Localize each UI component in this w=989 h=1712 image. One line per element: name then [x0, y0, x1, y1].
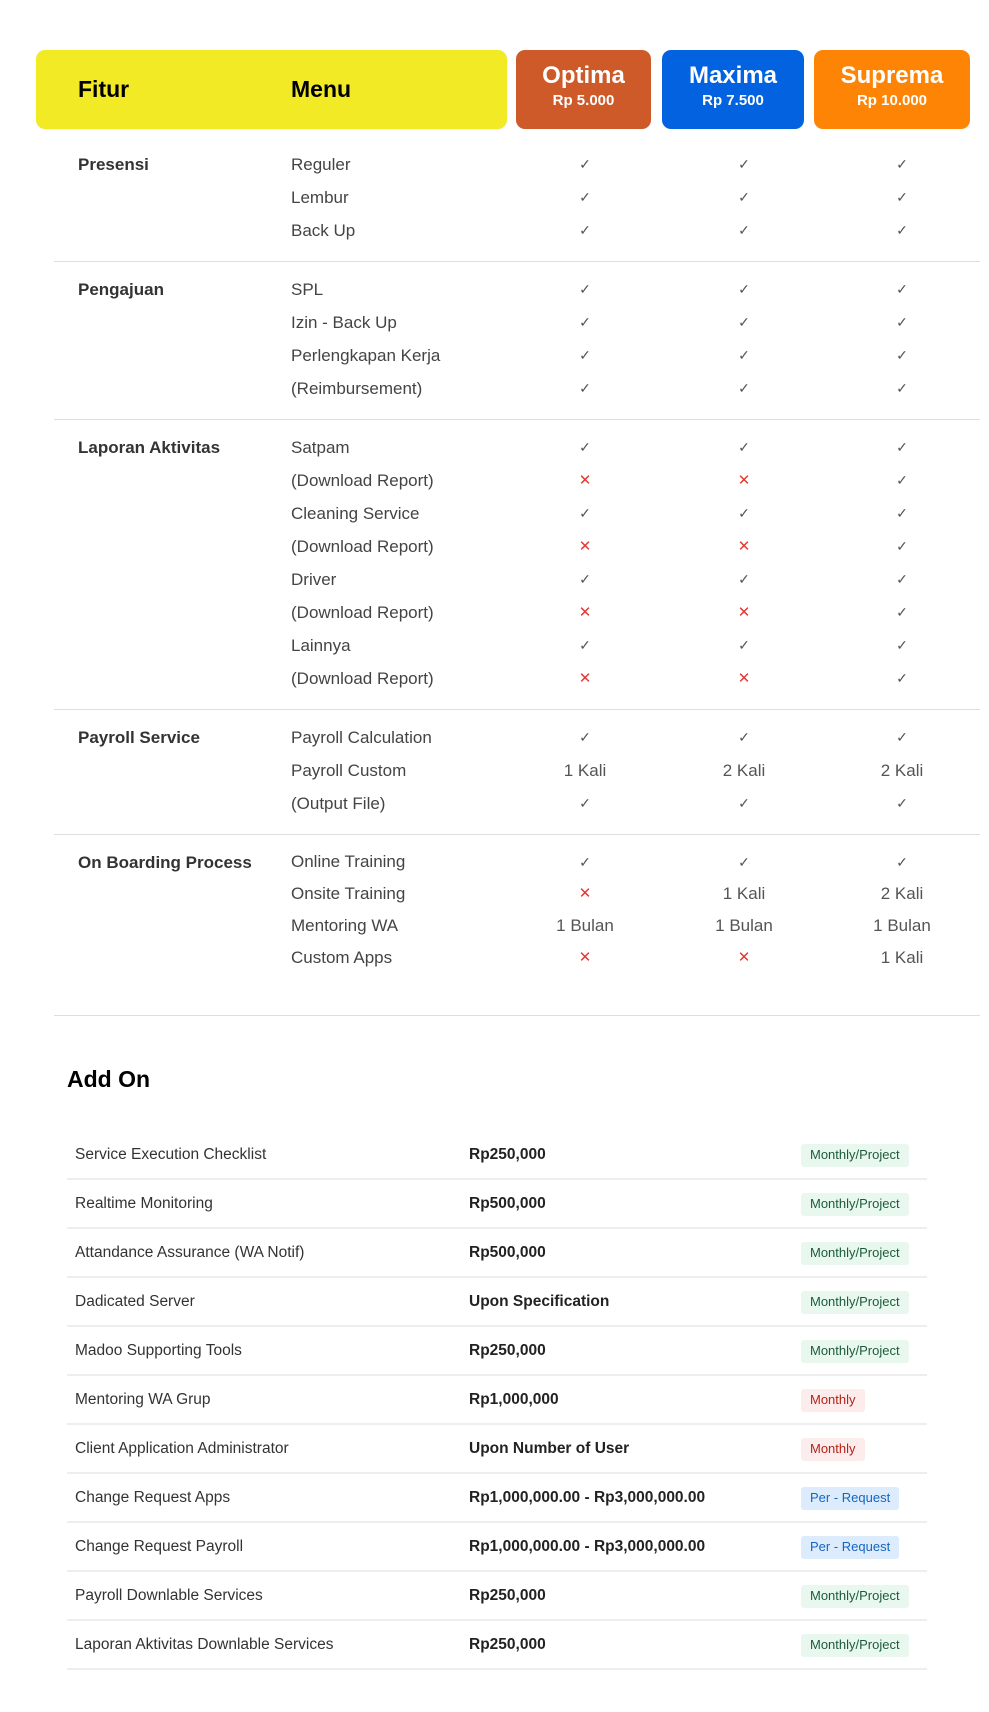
plan-value: 1 Bulan	[556, 916, 614, 935]
check-icon: ✓	[579, 314, 591, 330]
billing-badge: Monthly/Project	[801, 1634, 909, 1657]
addon-price: Rp250,000	[469, 1636, 546, 1653]
billing-badge: Per - Request	[801, 1536, 899, 1559]
feature-row	[54, 273, 980, 306]
plan-name: Maxima	[688, 62, 778, 89]
cross-icon: ✕	[737, 472, 751, 489]
cross-icon: ✕	[578, 949, 592, 966]
feature-row	[54, 942, 980, 974]
feature-row	[54, 372, 980, 405]
menu-item: Lembur	[291, 188, 349, 207]
check-icon: ✓	[896, 729, 908, 745]
cross-icon: ✕	[578, 885, 592, 902]
menu-item: Reguler	[291, 155, 351, 174]
plan-price: Rp 7.500	[702, 92, 764, 109]
plan-suprema-header	[814, 50, 970, 129]
addon-name: Payroll Downlable Services	[75, 1587, 263, 1604]
plan-value: 1 Kali	[880, 948, 924, 967]
menu-item: Mentoring WA	[291, 916, 399, 935]
check-icon: ✓	[738, 439, 750, 455]
menu-heading: Menu	[291, 76, 352, 102]
check-icon: ✓	[896, 314, 908, 330]
addon-row	[67, 1474, 927, 1523]
check-icon: ✓	[579, 795, 591, 811]
addon-name: Dadicated Server	[75, 1293, 195, 1310]
billing-badge: Per - Request	[801, 1487, 899, 1510]
section-title: Payroll Service	[78, 728, 200, 747]
addon-price: Rp500,000	[469, 1244, 546, 1261]
menu-item: (Output File)	[291, 794, 386, 813]
check-icon: ✓	[738, 189, 750, 205]
addon-row	[67, 1278, 927, 1327]
addon-row	[67, 1425, 927, 1474]
cross-icon: ✕	[578, 604, 592, 621]
check-icon: ✓	[579, 156, 591, 172]
addon-row	[67, 1327, 927, 1376]
check-icon: ✓	[738, 795, 750, 811]
menu-item: (Download Report)	[291, 669, 434, 688]
check-icon: ✓	[738, 222, 750, 238]
cross-icon: ✕	[737, 670, 751, 687]
check-icon: ✓	[738, 571, 750, 587]
check-icon: ✓	[896, 281, 908, 297]
billing-badge: Monthly/Project	[801, 1291, 909, 1314]
check-icon: ✓	[738, 314, 750, 330]
billing-badge: Monthly/Project	[801, 1144, 909, 1167]
plan-name: Suprema	[840, 62, 944, 89]
check-icon: ✓	[738, 637, 750, 653]
check-icon: ✓	[896, 604, 908, 620]
check-icon: ✓	[579, 347, 591, 363]
feature-row	[54, 662, 980, 695]
menu-item: (Download Report)	[291, 537, 434, 556]
feature-row	[54, 846, 980, 878]
addon-table	[67, 1131, 927, 1670]
feature-section	[54, 129, 980, 262]
billing-badge: Monthly	[801, 1438, 865, 1461]
section-title: Laporan Aktivitas	[78, 438, 221, 457]
check-icon: ✓	[579, 189, 591, 205]
feature-section	[54, 262, 980, 420]
menu-item: Onsite Training	[291, 884, 406, 903]
plan-value: 1 Kali	[722, 884, 766, 903]
addon-name: Laporan Aktivitas Downlable Services	[75, 1636, 334, 1653]
fitur-heading: Fitur	[78, 76, 130, 102]
check-icon: ✓	[579, 854, 591, 870]
menu-item: Custom Apps	[291, 948, 393, 967]
section-title: Presensi	[78, 155, 149, 174]
plan-price: Rp 5.000	[552, 92, 615, 109]
feature-section	[54, 835, 980, 1016]
addon-price: Rp250,000	[469, 1587, 546, 1604]
feature-section	[54, 710, 980, 835]
check-icon: ✓	[738, 854, 750, 870]
addon-name: Mentoring WA Grup	[75, 1391, 211, 1408]
check-icon: ✓	[579, 505, 591, 521]
plan-value: 1 Kali	[563, 761, 607, 780]
check-icon: ✓	[896, 854, 908, 870]
menu-item: (Download Report)	[291, 471, 434, 490]
check-icon: ✓	[896, 222, 908, 238]
billing-badge: Monthly	[801, 1389, 865, 1412]
menu-item: (Reimbursement)	[291, 379, 423, 398]
cross-icon: ✕	[578, 538, 592, 555]
feature-row	[54, 431, 980, 464]
addon-price: Rp1,000,000.00 - Rp3,000,000.00	[469, 1538, 706, 1555]
plan-value: 2 Kali	[880, 884, 924, 903]
plan-optima-header	[516, 50, 651, 129]
feature-row	[54, 754, 980, 787]
addon-name: Madoo Supporting Tools	[75, 1342, 242, 1359]
addon-row	[67, 1229, 927, 1278]
check-icon: ✓	[579, 222, 591, 238]
cross-icon: ✕	[737, 538, 751, 555]
check-icon: ✓	[896, 472, 908, 488]
cross-icon: ✕	[737, 604, 751, 621]
feature-row	[54, 530, 980, 563]
menu-item: Back Up	[291, 221, 356, 240]
check-icon: ✓	[579, 281, 591, 297]
feature-row	[54, 181, 980, 214]
feature-row	[54, 629, 980, 662]
feature-row	[54, 497, 980, 530]
check-icon: ✓	[738, 347, 750, 363]
feature-section	[54, 420, 980, 710]
addon-name: Client Application Administrator	[75, 1440, 289, 1457]
check-icon: ✓	[738, 505, 750, 521]
addon-row	[67, 1376, 927, 1425]
check-icon: ✓	[896, 380, 908, 396]
menu-item: Driver	[291, 570, 337, 589]
check-icon: ✓	[579, 637, 591, 653]
addon-row	[67, 1621, 927, 1670]
addon-row	[67, 1131, 927, 1180]
addon-row	[67, 1572, 927, 1621]
feature-row	[54, 339, 980, 372]
billing-badge: Monthly/Project	[801, 1340, 909, 1363]
check-icon: ✓	[896, 505, 908, 521]
addon-heading: Add On	[67, 1066, 151, 1092]
check-icon: ✓	[896, 347, 908, 363]
addon-price: Rp1,000,000.00 - Rp3,000,000.00	[469, 1489, 706, 1506]
check-icon: ✓	[896, 538, 908, 554]
menu-item: Payroll Calculation	[291, 728, 432, 747]
check-icon: ✓	[738, 156, 750, 172]
menu-item: Payroll Custom	[291, 761, 407, 780]
addon-price: Upon Specification	[469, 1293, 610, 1310]
check-icon: ✓	[738, 281, 750, 297]
addon-name: Realtime Monitoring	[75, 1195, 213, 1212]
menu-item: Izin - Back Up	[291, 313, 397, 332]
cross-icon: ✕	[737, 949, 751, 966]
check-icon: ✓	[896, 670, 908, 686]
check-icon: ✓	[738, 729, 750, 745]
section-title: On Boarding Process	[78, 853, 252, 872]
cross-icon: ✕	[578, 472, 592, 489]
feature-comparison-table	[54, 129, 980, 1016]
feature-row	[54, 306, 980, 339]
feature-row	[54, 878, 980, 910]
plan-name: Optima	[542, 62, 625, 89]
plan-price: Rp 10.000	[856, 92, 928, 109]
check-icon: ✓	[896, 637, 908, 653]
billing-badge: Monthly/Project	[801, 1193, 909, 1216]
check-icon: ✓	[579, 380, 591, 396]
feature-row	[54, 148, 980, 181]
feature-row	[54, 721, 980, 754]
plan-maxima-header	[662, 50, 804, 129]
addon-price: Upon Number of User	[469, 1440, 630, 1457]
feature-header	[36, 50, 507, 129]
menu-item: Satpam	[291, 438, 350, 457]
check-icon: ✓	[896, 189, 908, 205]
check-icon: ✓	[579, 439, 591, 455]
addon-row	[67, 1523, 927, 1572]
check-icon: ✓	[896, 571, 908, 587]
feature-row	[54, 464, 980, 497]
feature-row	[54, 563, 980, 596]
feature-row	[54, 596, 980, 629]
plan-value: 1 Bulan	[873, 916, 931, 935]
billing-badge: Monthly/Project	[801, 1585, 909, 1608]
menu-item: Cleaning Service	[291, 504, 420, 523]
check-icon: ✓	[896, 795, 908, 811]
addon-price: Rp250,000	[469, 1146, 546, 1163]
menu-item: (Download Report)	[291, 603, 434, 622]
addon-price: Rp500,000	[469, 1195, 546, 1212]
addon-name: Change Request Payroll	[75, 1538, 244, 1555]
billing-badge: Monthly/Project	[801, 1242, 909, 1265]
plan-value: 1 Bulan	[715, 916, 773, 935]
addon-price: Rp250,000	[469, 1342, 546, 1359]
check-icon: ✓	[896, 439, 908, 455]
check-icon: ✓	[896, 156, 908, 172]
menu-item: Perlengkapan Kerja	[291, 346, 441, 365]
menu-item: SPL	[291, 280, 324, 299]
feature-row	[54, 910, 980, 942]
section-title: Pengajuan	[78, 280, 164, 299]
feature-row	[54, 214, 980, 247]
plan-value: 2 Kali	[722, 761, 766, 780]
plan-value: 2 Kali	[880, 761, 924, 780]
feature-row	[54, 787, 980, 820]
menu-item: Online Training	[291, 852, 406, 871]
check-icon: ✓	[579, 729, 591, 745]
check-icon: ✓	[738, 380, 750, 396]
cross-icon: ✕	[578, 670, 592, 687]
check-icon: ✓	[579, 571, 591, 587]
addon-name: Change Request Apps	[75, 1489, 231, 1506]
addon-row	[67, 1180, 927, 1229]
addon-price: Rp1,000,000	[469, 1391, 559, 1408]
addon-name: Service Execution Checklist	[75, 1146, 267, 1163]
menu-item: Lainnya	[291, 636, 351, 655]
addon-name: Attandance Assurance (WA Notif)	[75, 1244, 305, 1261]
